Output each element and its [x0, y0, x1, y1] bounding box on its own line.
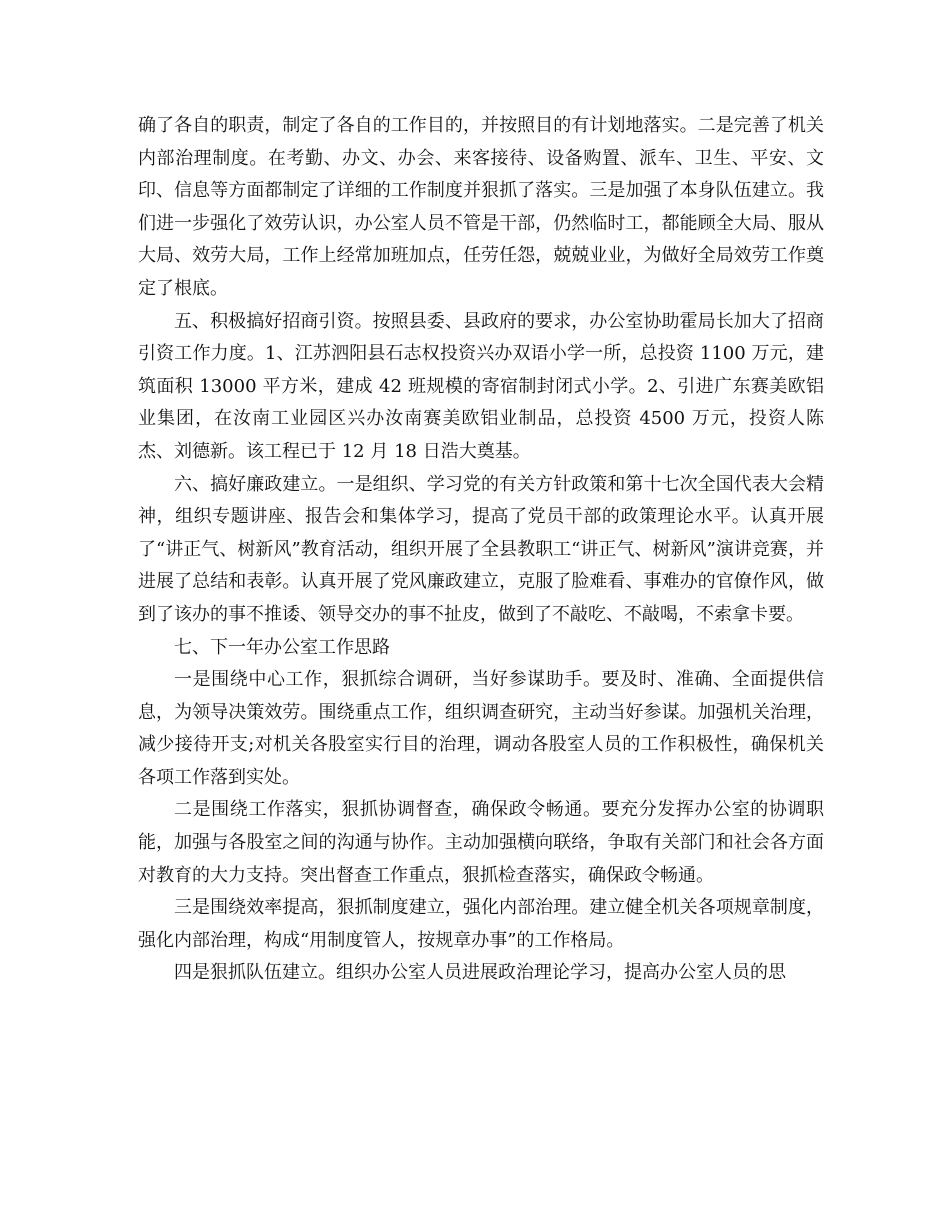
paragraph-investment: 五、积极搞好招商引资。按照县委、县政府的要求，办公室协助霍局长加大了招商引资工作力度。1、江苏泗阳县石志权投资兴办双语小学一所，总投资 1100 万元，建筑面积 13000 平方米，建成 42 班规模的寄宿制封闭式小学。2、引进广东赛美欧铝业集团，在汝南工业园区兴办汝南赛美欧铝业制品，总投资 4500 万元，投资人陈杰、刘德新。该工程已于 12 月 18 日浩大奠基。 [138, 310, 824, 462]
paragraph-plan-four: 四是狠抓队伍建立。组织办公室人员进展政治理论学习，提高办公室人员的思 [174, 962, 786, 984]
paragraph-duties-continued: 确了各自的职责，制定了各自的工作目的，并按照目的有计划地落实。二是完善了机关内部治理制度。在考勤、办文、办会、来客接待、设备购置、派车、卫生、平安、文印、信息等方面都制定了详细的工作制度并狠抓了落实。三是加强了本身队伍建立。我们进一步强化了效劳认识，办公室人员不管是干部，仍然临时工，都能顾全大局、服从大局、效劳大局，工作上经常加班加点，任劳任怨，兢兢业业，为做好全局效劳工作奠定了根底。 [138, 115, 824, 299]
paragraph-integrity: 六、搞好廉政建立。一是组织、学习党的有关方针政策和第十七次全国代表大会精神，组织专题讲座、报告会和集体学习，提高了党员干部的政策理论水平。认真开展了“讲正气、树新风”教育活动，组织开展了全县教职工“讲正气、树新风”演讲竞赛，并进展了总结和表彰。认真开展了党风廉政建立，克服了脸难看、事难办的官僚作风，做到了该办的事不推诿、领导交办的事不扯皮，做到了不敲吃、不敲喝，不索拿卡要。 [138, 473, 824, 625]
paragraph-plan-three: 三是围绕效率提高，狠抓制度建立，强化内部治理。建立健全机关各项规章制度，强化内部治理，构成“用制度管人，按规章办事”的工作格局。 [138, 897, 824, 951]
section-heading-next-year: 七、下一年办公室工作思路 [174, 636, 390, 658]
paragraph-plan-one: 一是围绕中心工作，狠抓综合调研，当好参谋助手。要及时、准确、全面提供信息，为领导决策效劳。围绕重点工作，组织调查研究，主动当好参谋。加强机关治理，减少接待开支;对机关各股室实行目的治理，调动各股室人员的工作积极性，确保机关各项工作落到实处。 [138, 669, 824, 788]
paragraph-plan-two: 二是围绕工作落实，狠抓协调督查，确保政令畅通。要充分发挥办公室的协调职能，加强与各股室之间的沟通与协作。主动加强横向联络，争取有关部门和社会各方面对教育的大力支持。突出督查工作重点，狠抓检查落实，确保政令畅通。 [138, 799, 824, 886]
document-body [138, 110, 824, 990]
